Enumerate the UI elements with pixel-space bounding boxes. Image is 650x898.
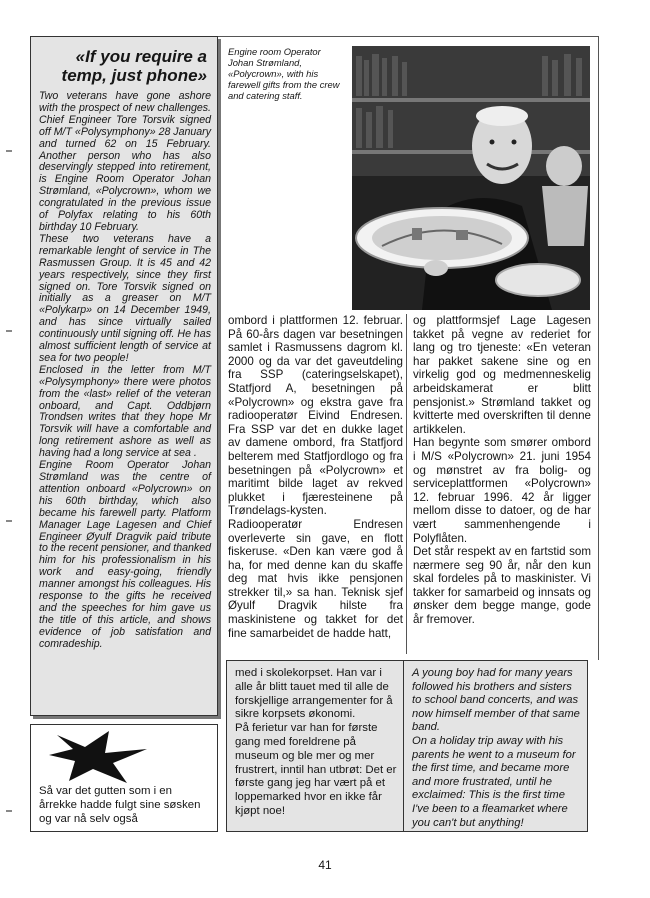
norwegian-column-1 — [228, 314, 403, 640]
column-divider — [406, 314, 407, 654]
photo-caption: Engine room Operator Johan Strømland, «Polycrown», with his farewell gifts from the crew and catering staff. — [228, 46, 340, 101]
binder-mark — [6, 330, 12, 332]
photo-engine-room-operator — [352, 46, 590, 310]
frame-top-line — [218, 36, 598, 37]
story-box-norwegian — [226, 660, 404, 832]
story-english-text: A young boy had for many years followed his brothers and sisters to school band concerts, and was now himself member of that same band. On a holiday trip away with his parents he went to a museum for the first time, and became more and more frustrated, until he exclaimed: This is the first time I've been to a fleamarket where you can't but anything! — [412, 667, 580, 829]
binder-mark — [6, 150, 12, 152]
page-number: 41 — [318, 858, 332, 872]
norwegian-column-2 — [413, 314, 591, 627]
story-start-text: Så var det gutten som i en årrekke hadde fulgt sine søsken og var nå selv også — [39, 785, 201, 825]
english-article-box — [30, 36, 218, 716]
binder-mark — [6, 810, 12, 812]
article-headline: «If you require a temp, just phone» — [61, 47, 207, 85]
norwegian-column-2-text: og plattformsjef Lage Lagesen takket på vegne av rederiet for lang og tro tjeneste: «En veteran har pakket sakene sine og en virkelig god og medmenneskelig arbeidskamerat er blitt pensjonist.» Strømland takket og kvitterte med overskriften til denne artikkelen. Han begynte som smører ombord i M/S «Polycrown» 21. juni 1954 og mønstret av fra bolig- og serviceplattformen «Polycrown» 12. februar 1996. 42 år ligger mellom disse to datoer, og de har vært sammenhengende i Polyflåten. Det står respekt av en fartstid som nærmere seg 90 år, når den kun skal fordeles på to maskinister. Vi takker for samarbeid og innsats og ønsker dem begge mange, gode år fremover. — [413, 314, 591, 627]
english-article-text — [39, 91, 211, 651]
star-burst-icon — [47, 729, 157, 785]
english-article-body: Two veterans have gone ashore with the prospect of new challenges. Chief Engineer Tore Torsvik signed off M/T «Polysymphony» 28 January and turned 62 on 15 February. Another person who has also deservingly stepped into retirement, is Engine Room Operator Johan Strømland, «Polycrown», whom we congratulated in the previous issue of Polyfax relating to his 60th birthday 10 February. These two veterans have a remarkable lenght of service in The Rasmussen Group. It is 45 and 42 years respectively, since they first signed on. Tore Torsvik signed on initially as a greaser on M/T «Polykarp» on 14 December 1949, and has since virtually sailed continuously until signing off. He has almost sufficient length of service at sea for two people! Enclosed in the letter from M/T «Polysymphony» there were photos from the «last» relief of the veteran onboard, and Capt. Oddbjørn Trondsen writes that they hope Mr Torsvik will have a comfortable and long retirement ashore as well as having had a long service at sea . Engine Room Operator Johan Strømland was the centre of attention onboard «Polycrown» on his 60th birthday, which also became his farewell party. Platform Manager Lage Lagesen and Chief Engineer Øyulf Dragvik paid tribute to the recent pensioner, and thanked him for his professionalism in his work and easy-going, friendly manner amongst his colleagues. His response to the gifts he received and the speeches for him gave us the title of this article, and shows evidence of job satisfation and comradeship. — [39, 90, 211, 650]
norwegian-column-1-text: ombord i plattformen 12. februar. På 60-års dagen var besetningen samlet i Rasmussens dagrom kl. 2000 og da var det gaveutdeling fra SSP (cateringselskapet), Statfjord A, besetningen på «Polycrown» og ekstra gave fra radiooperatør Eivind Endresen. Fra SSP var det en dukke laget av damene ombord, fra Statfjord belterem med Statfjordlogo og fra besetningen på «Polycrown» et maritimt bilde laget av rekved plukket i fjæresteinene på Trøndelags-kysten. Radiooperatør Endresen overleverte sin gave, en flott fiskeruse. «Den kan være god å ha, for med denne kan du skaffe deg mat hvis ikke pensjonen strekker til,» sa han. Teknisk sjef Øyulf Dragvik hilste fra maskinistene og takket for det fine samarbeidet de hadde hatt, — [228, 314, 403, 640]
story-norwegian-text: med i skolekorpset. Han var i alle år blitt tauet med til alle de forskjellige arrangementer for å sikre korpsets økonomi. På ferietur var han for første gang med foreldrene på museum og ble mer og mer frustrert, inntil han utbrøt: Det er første gang jeg har vært på et loppemarked hvor en ikke får kjøpt noe! — [235, 667, 397, 817]
story-box-english — [404, 660, 588, 832]
binder-mark — [6, 520, 12, 522]
story-box-start — [30, 724, 218, 832]
frame-right-line — [598, 36, 599, 660]
